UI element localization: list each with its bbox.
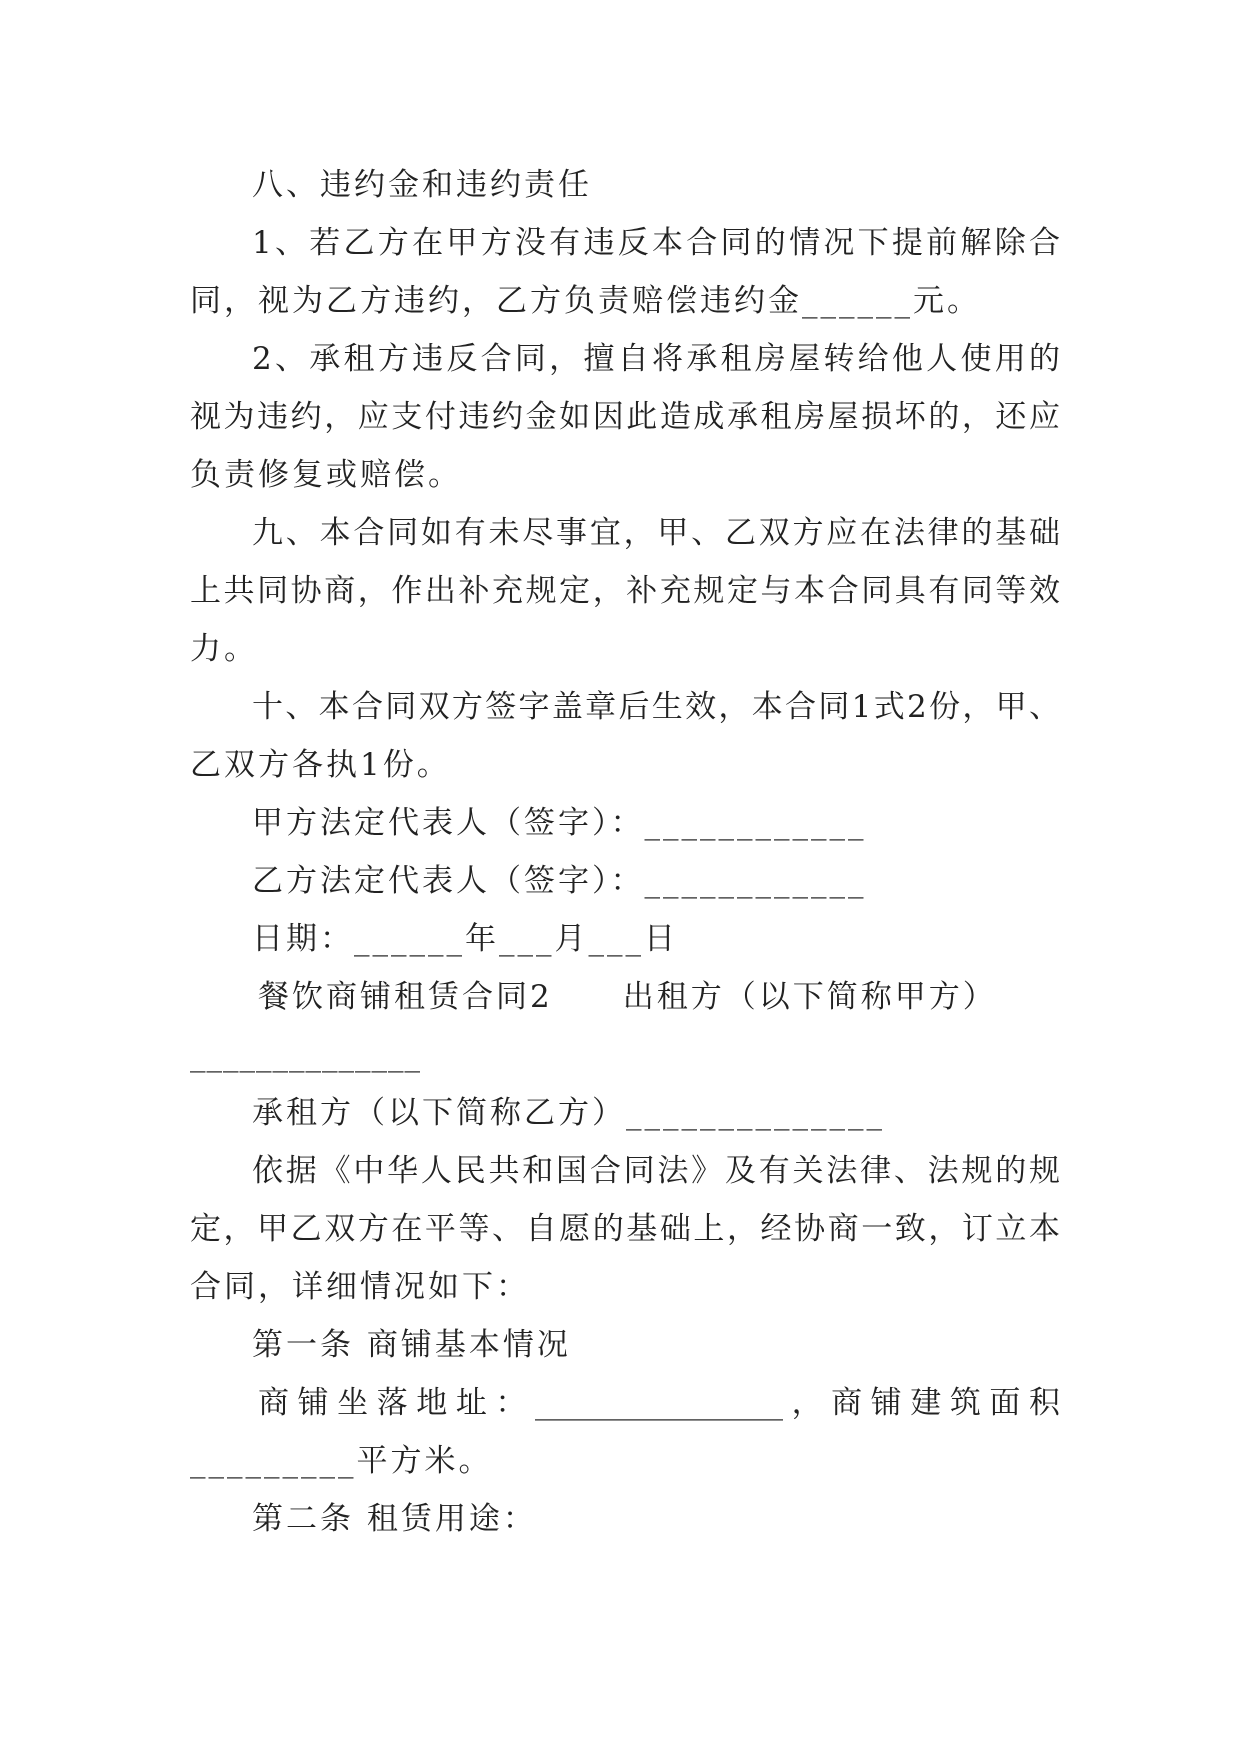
section-9-line-3: 力。	[190, 631, 258, 667]
article-1-heading: 第一条 商铺基本情况	[252, 1327, 571, 1363]
shop-area-line: _________平方米。	[190, 1443, 493, 1479]
clause-8-2-line-2: 视为违约，应支付违约金如因此造成承租房屋损坏的，还应	[190, 399, 1060, 435]
section-10-line-1: 十、本合同双方签字盖章后生效，本合同1式2份，甲、	[252, 689, 1060, 725]
section-8-heading: 八、违约金和违约责任	[252, 167, 592, 203]
lessor-label: 出租方（以下简称甲方）	[622, 979, 997, 1015]
clause-8-1-line-1: 1、若乙方在甲方没有违反本合同的情况下提前解除合	[252, 225, 1060, 261]
date-line: 日期：______年___月___日	[252, 921, 678, 957]
preamble-line-3: 合同，详细情况如下：	[190, 1269, 530, 1305]
clause-8-1-line-2: 同，视为乙方违约，乙方负责赔偿违约金______元。	[190, 283, 981, 319]
clause-8-2-line-1: 2、承租方违反合同，擅自将承租房屋转给他人使用的	[252, 341, 1060, 377]
lessor-blank: ______________	[190, 1037, 421, 1073]
section-10-line-2: 乙双方各执1份。	[190, 747, 451, 783]
article-2-heading: 第二条 租赁用途：	[252, 1501, 537, 1537]
second-contract-title-line	[258, 977, 1066, 1017]
preamble-line-1: 依据《中华人民共和国合同法》及有关法律、法规的规	[252, 1153, 1060, 1189]
second-contract-title: 餐饮商铺租赁合同2	[258, 979, 553, 1015]
party-a-signature-line: 甲方法定代表人（签字）：____________	[252, 805, 867, 841]
clause-8-2-line-3: 负责修复或赔偿。	[190, 457, 462, 493]
lessee-line: 承租方（以下简称乙方）______________	[252, 1095, 885, 1131]
section-9-line-1: 九、本合同如有未尽事宜，甲、乙双方应在法律的基础	[252, 515, 1060, 551]
preamble-line-2: 定，甲乙双方在平等、自愿的基础上，经协商一致，订立本	[190, 1211, 1060, 1247]
party-b-signature-line: 乙方法定代表人（签字）：____________	[252, 863, 867, 899]
section-9-line-2: 上共同协商，作出补充规定，补充规定与本合同具有同等效	[190, 573, 1060, 609]
shop-address-line: 商铺坐落地址：________________，商铺建筑面积	[258, 1385, 1060, 1421]
